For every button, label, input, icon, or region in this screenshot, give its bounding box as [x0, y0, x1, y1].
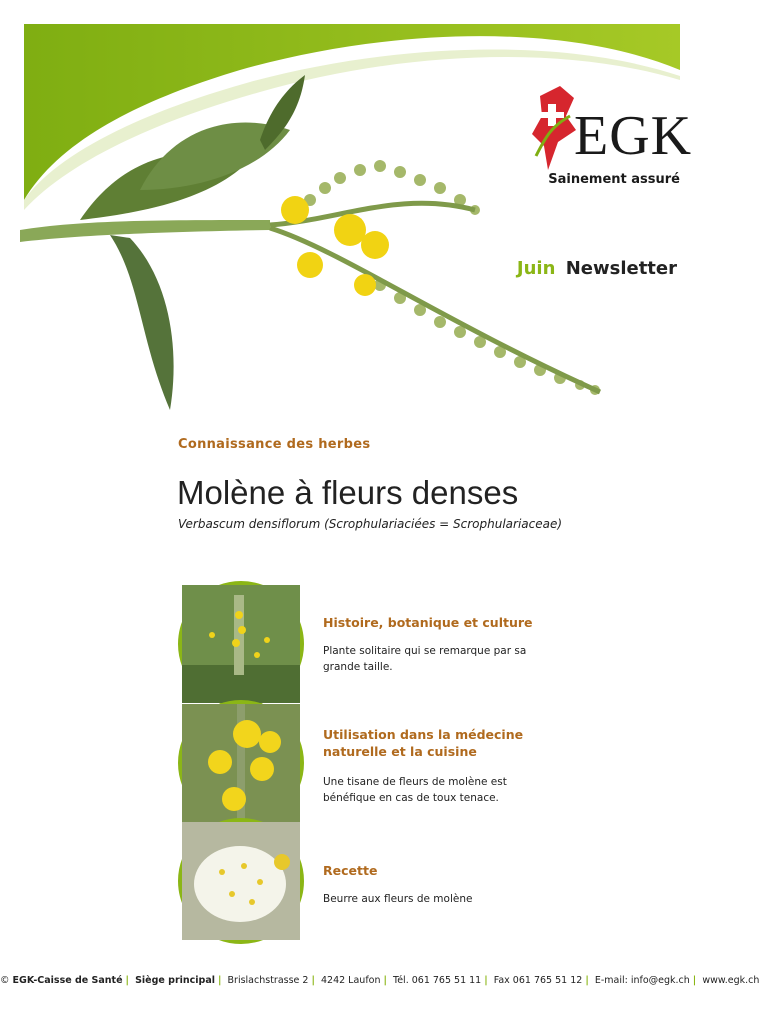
footer-web[interactable]: www.egk.ch: [702, 975, 759, 986]
photo-plant-field: [178, 581, 304, 707]
footer: © EGK-Caisse de Santé | Siège principal | Brislachstrasse 2 | 4242 Laufon | Tél. 061 765 51 11 | Fax 061 765 51 12 | E-mail: info@egk.ch | www.egk.ch: [0, 975, 759, 986]
footer-copyright: ©: [0, 975, 10, 986]
section-heading-recipe: Recette: [323, 863, 378, 878]
butter-photo-icon: [182, 822, 300, 940]
issue-type: Newsletter: [565, 258, 677, 279]
photo-butter: [178, 818, 304, 944]
section-heading-history: Histoire, botanique et culture: [323, 615, 533, 630]
section-kicker: Connaissance des herbes: [178, 437, 371, 452]
egk-emblem-icon: [530, 86, 580, 170]
flowers-photo-icon: [182, 704, 300, 822]
footer-email[interactable]: E-mail: info@egk.ch: [594, 975, 690, 986]
section-text-recipe: Beurre aux fleurs de molène: [323, 893, 473, 905]
photo-flowers: [178, 700, 304, 826]
footer-city: 4242 Laufon: [320, 975, 381, 986]
footer-street: Brislachstrasse 2: [227, 975, 309, 986]
issue-month: Juin: [516, 258, 556, 279]
section-text-medicine: Une tisane de fleurs de molène est bénéfique en cas de toux tenace.: [323, 776, 507, 804]
article-title: Molène à fleurs denses: [177, 474, 519, 511]
logo-wordmark: EGK: [574, 105, 693, 167]
article-subtitle: Verbascum densiflorum (Scrophulariaciées = Scrophulariaceae): [178, 517, 563, 531]
plant-field-photo-icon: [182, 585, 300, 703]
footer-phone: Tél. 061 765 51 11: [393, 975, 482, 986]
logo-tagline: Sainement assuré: [548, 172, 680, 187]
egk-logo: [530, 86, 693, 196]
section-text-history: Plante solitaire qui se remarque par sa grande taille.: [323, 645, 527, 673]
footer-company: EGK-Caisse de Santé: [12, 975, 123, 986]
footer-fax: Fax 061 765 51 12: [493, 975, 583, 986]
section-heading-medicine: Utilisation dans la médecine naturelle et la cuisine: [323, 727, 524, 759]
issue-label: [517, 258, 677, 279]
footer-hq: Siège principal: [135, 975, 216, 986]
